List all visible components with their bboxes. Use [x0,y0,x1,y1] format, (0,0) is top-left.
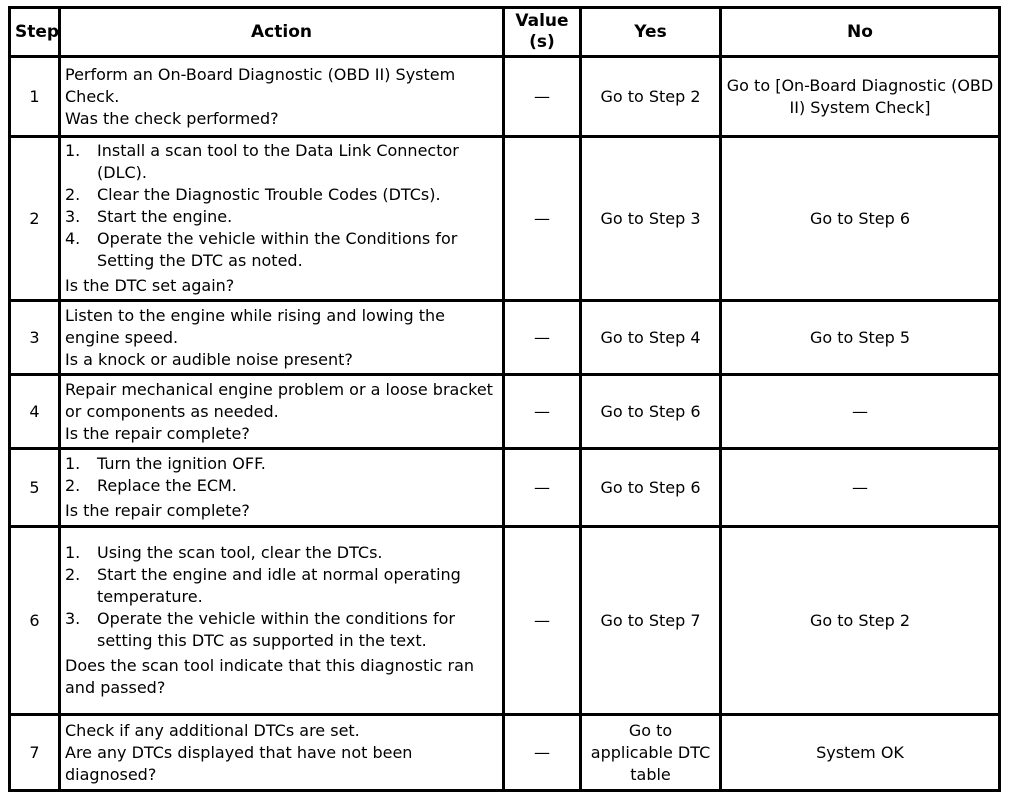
action-cell [60,715,504,791]
no-cell: Go to Step 2 [721,527,1000,715]
action-cell [60,527,504,715]
action-text: Check if any additional DTCs are set. [65,720,360,740]
list-item-number: 3. [65,207,81,226]
action-cell [60,375,504,449]
value-cell: — [504,137,581,301]
action-text: Was the check performed? [65,108,279,128]
list-item [65,608,498,652]
list-item [65,564,498,608]
action-text: Repair mechanical engine problem or a loose bracket or components as needed. [65,379,493,421]
header-yes: Yes [581,8,721,57]
yes-cell: Go to Step 4 [581,301,721,375]
yes-cell: Go to applicable DTC table [581,715,721,791]
no-cell: — [721,449,1000,527]
action-text: Perform an On-Board Diagnostic (OBD II) System Check. [65,64,456,106]
action-cell [60,449,504,527]
table-header-row [10,8,1000,57]
list-item-text: Start the engine and idle at normal operating temperature. [97,565,461,606]
header-value: Value (s) [504,8,581,57]
list-item-number: 3. [65,609,81,628]
header-no: No [721,8,1000,57]
list-item [65,206,498,228]
yes-cell: Go to Step 2 [581,57,721,137]
value-cell: — [504,301,581,375]
action-cell [60,301,504,375]
list-item-number: 1. [65,454,81,473]
table-row [10,137,1000,301]
list-item-text: Using the scan tool, clear the DTCs. [97,543,383,562]
table-row [10,375,1000,449]
action-question: Does the scan tool indicate that this diagnostic ran and passed? [65,656,475,697]
yes-cell: Go to Step 6 [581,449,721,527]
list-item-text: Replace the ECM. [97,476,237,495]
list-item-number: 1. [65,141,81,160]
list-item-number: 4. [65,229,81,248]
no-cell: Go to [On-Board Diagnostic (OBD II) System Check] [721,57,1000,137]
list-item [65,453,498,475]
no-cell: Go to Step 5 [721,301,1000,375]
action-steps-list [65,140,498,272]
action-cell [60,57,504,137]
step-number-cell: 2 [10,137,60,301]
list-item-number: 2. [65,185,81,204]
table-body [10,57,1000,791]
action-steps-list [65,453,498,497]
list-item-text: Operate the vehicle within the conditions for setting this DTC as supported in the text. [97,609,455,650]
value-cell: — [504,375,581,449]
action-text: Is the repair complete? [65,423,250,443]
list-item-number: 2. [65,565,81,584]
yes-cell: Go to Step 6 [581,375,721,449]
step-number-cell: 3 [10,301,60,375]
action-cell [60,137,504,301]
action-text: Listen to the engine while rising and lowing the engine speed. [65,305,446,347]
no-cell: System OK [721,715,1000,791]
step-number-cell: 1 [10,57,60,137]
value-cell: — [504,57,581,137]
list-item-text: Clear the Diagnostic Trouble Codes (DTCs). [97,185,441,204]
table-row [10,301,1000,375]
table-row [10,449,1000,527]
list-item [65,542,498,564]
list-item-text: Install a scan tool to the Data Link Connector (DLC). [97,141,459,182]
table-row [10,57,1000,137]
table-row [10,527,1000,715]
yes-cell: Go to Step 3 [581,137,721,301]
action-text: Is a knock or audible noise present? [65,349,353,369]
action-question: Is the repair complete? [65,501,250,520]
header-step: Step [10,8,60,57]
header-action: Action [60,8,504,57]
list-item-text: Start the engine. [97,207,233,226]
step-number-cell: 4 [10,375,60,449]
value-cell: — [504,449,581,527]
step-number-cell: 5 [10,449,60,527]
action-text: Are any DTCs displayed that have not been diagnosed? [65,742,413,784]
action-steps-list [65,542,498,652]
step-number-cell: 6 [10,527,60,715]
list-item [65,140,498,184]
value-cell: — [504,527,581,715]
list-item-number: 2. [65,476,81,495]
no-cell: Go to Step 6 [721,137,1000,301]
list-item-number: 1. [65,543,81,562]
list-item [65,184,498,206]
step-number-cell: 7 [10,715,60,791]
list-item [65,228,498,272]
diagnostic-table [8,6,1001,792]
value-cell: — [504,715,581,791]
list-item [65,475,498,497]
diagnostic-table-container [8,6,1001,792]
table-row [10,715,1000,791]
list-item-text: Turn the ignition OFF. [97,454,266,473]
list-item-text: Operate the vehicle within the Conditions for Setting the DTC as noted. [97,229,458,270]
no-cell: — [721,375,1000,449]
yes-cell: Go to Step 7 [581,527,721,715]
action-question: Is the DTC set again? [65,276,235,295]
